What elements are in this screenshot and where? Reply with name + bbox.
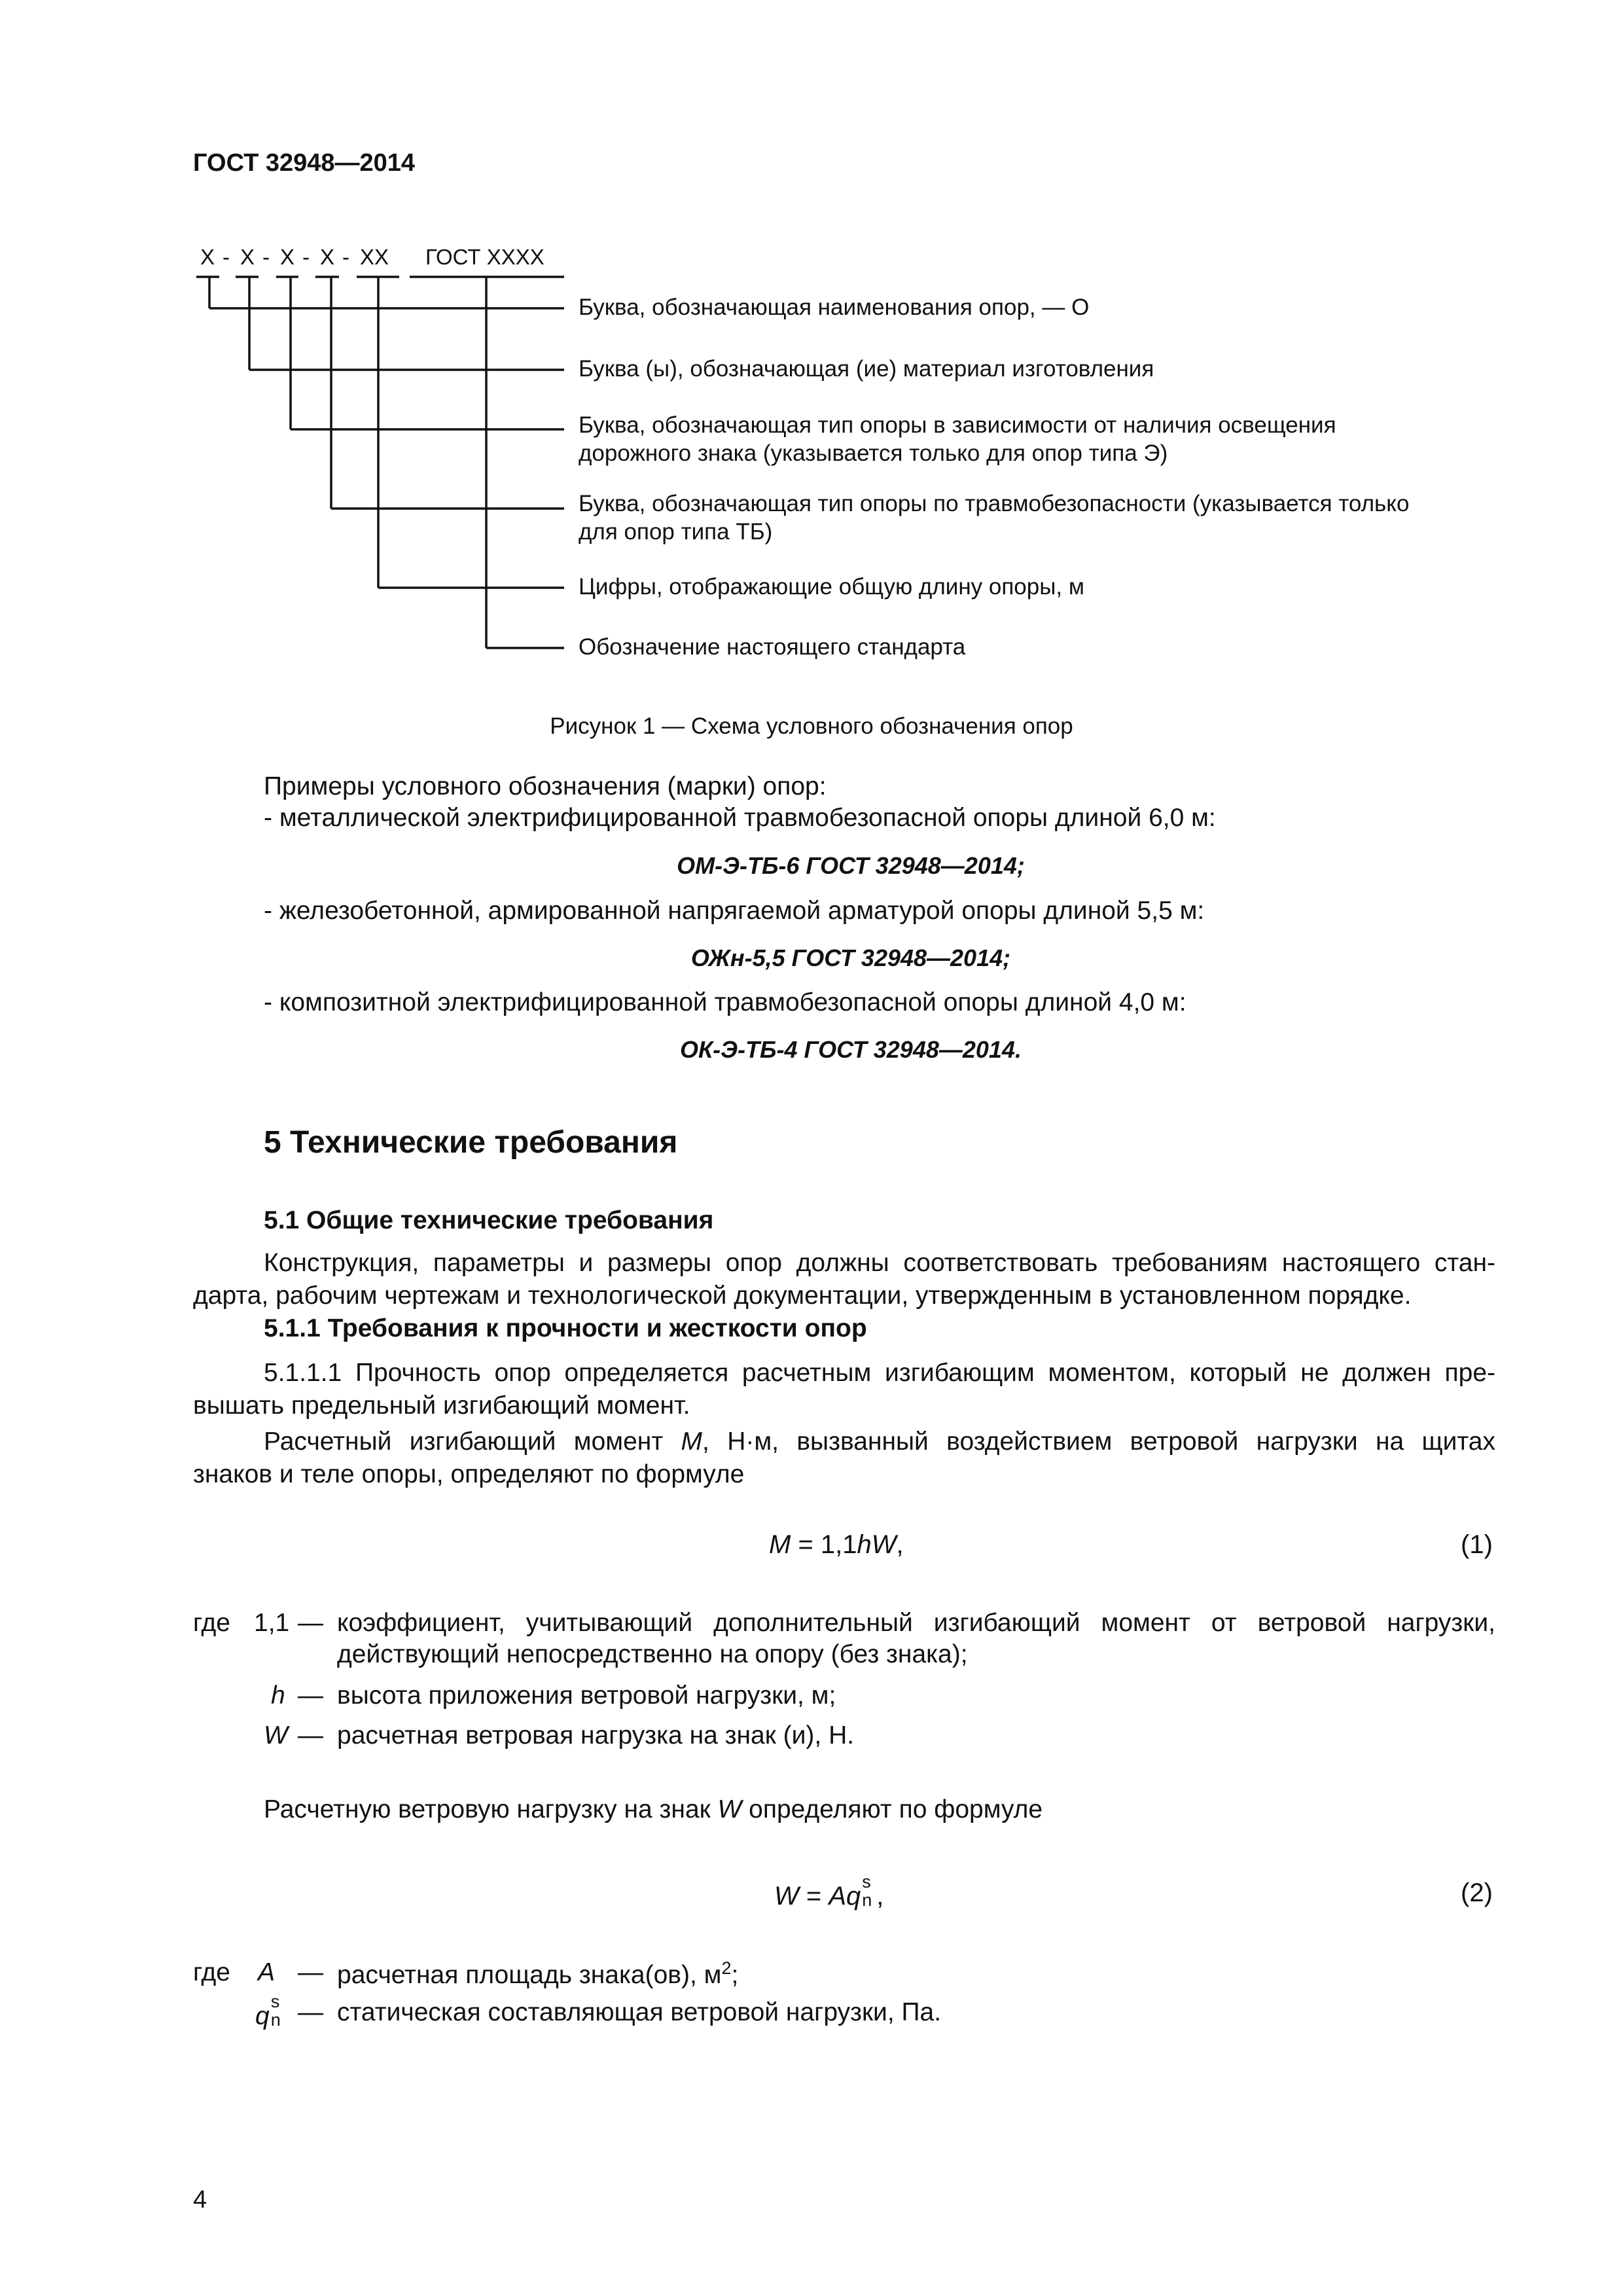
- subscript: n: [270, 2010, 281, 2030]
- paragraph-text: определяют по формуле: [741, 1795, 1043, 1823]
- formula-subscript: n: [862, 1890, 872, 1910]
- document-number: ГОСТ 32948—2014: [193, 149, 416, 177]
- scheme-label-2: Буква (ы), обозначающая (ие) материал изготовления: [579, 356, 1154, 382]
- example-2-text: - железобетонной, армированной напрягаемой арматурой опоры длиной 5,5 м:: [264, 897, 1205, 925]
- where-symbol: h: [271, 1681, 285, 1710]
- wind-load-paragraph: [264, 1795, 1043, 1824]
- superscript: 2: [721, 1958, 732, 1978]
- moment-paragraph: [193, 1426, 1495, 1491]
- paragraph-line: вышать предельный изгибающий момент.: [193, 1391, 690, 1420]
- where-dash: —: [298, 1721, 323, 1749]
- where-dash: —: [298, 1998, 323, 2026]
- superscript: s: [270, 1992, 280, 2011]
- where-word: где: [193, 1958, 230, 1986]
- symbol-w: W: [717, 1795, 742, 1823]
- scheme-label-1: Буква, обозначающая наименования опор, — О: [579, 295, 1090, 320]
- formula-text: = 1,1: [791, 1530, 857, 1559]
- formula-symbol: M: [769, 1530, 791, 1559]
- scheme-label-3-line1: Буква, обозначающая тип опоры в зависимости от наличия освещения: [579, 412, 1336, 438]
- paragraph-line: 5.1.1.1 Прочность опор определяется расчетным изгибающим моментом, который не должен пре-: [264, 1359, 1495, 1387]
- code-dash: -: [302, 245, 310, 269]
- where-dash: —: [298, 1681, 323, 1710]
- formula-symbol: W: [774, 1882, 799, 1910]
- code-letter-2: X: [240, 245, 255, 269]
- symbol-m: M: [681, 1427, 703, 1456]
- paragraph-text: Расчетную ветровую нагрузку на знак: [264, 1795, 718, 1823]
- formula-1: [769, 1530, 904, 1560]
- definition-text: ;: [731, 1961, 739, 1989]
- formula-symbol: h: [857, 1530, 872, 1559]
- where-dash: —: [298, 1609, 323, 1637]
- code-letter-1: X: [200, 245, 215, 269]
- where-definition-line: коэффициент, учитывающий дополнительный изгибающий момент от ветровой нагрузки,: [337, 1609, 1495, 1637]
- code-standard: ГОСТ XXXX: [425, 245, 544, 269]
- formula-text: =: [798, 1882, 829, 1910]
- example-3-mark: ОК-Э-ТБ-4 ГОСТ 32948—2014.: [680, 1036, 1022, 1063]
- paragraph-text: , Н·м, вызванный воздействием ветровой нагрузки на щитах: [702, 1427, 1495, 1456]
- where-definition-line: действующий непосредственно на опору (без знака);: [337, 1640, 968, 1668]
- formula-text: ,: [896, 1530, 904, 1559]
- code-letter-4: X: [320, 245, 335, 269]
- where-symbol: [255, 1992, 285, 2031]
- section-title: 5 Технические требования: [264, 1125, 678, 1160]
- examples-intro: Примеры условного обозначения (марки) опор:: [264, 772, 827, 800]
- formula-symbol: A: [829, 1882, 847, 1910]
- where-symbol: W: [264, 1721, 288, 1749]
- where-word: где: [193, 1609, 230, 1637]
- formula-superscript: s: [862, 1872, 871, 1892]
- where-symbol: 1,1: [254, 1609, 290, 1637]
- figure-caption: Рисунок 1 — Схема условного обозначения опор: [550, 713, 1073, 739]
- equation-number-2: (2): [1461, 1878, 1493, 1907]
- strength-paragraph: [193, 1357, 1495, 1422]
- formula-2: [774, 1872, 884, 1911]
- where-definition-line: статическая составляющая ветровой нагрузки, Па.: [337, 1998, 942, 2026]
- example-2-mark: ОЖн-5,5 ГОСТ 32948—2014;: [690, 944, 1011, 971]
- formula-symbol: W: [871, 1530, 897, 1559]
- where-dash: —: [298, 1958, 323, 1986]
- scheme-label-4-line2: для опор типа ТБ): [579, 519, 773, 545]
- symbol-q: q: [255, 2002, 270, 2030]
- where-definition-line: [337, 1958, 738, 1990]
- code-letter-3: X: [280, 245, 295, 269]
- formula-symbol: q: [846, 1882, 861, 1910]
- example-1-mark: ОМ-Э-ТБ-6 ГОСТ 32948—2014;: [677, 852, 1025, 879]
- code-dash: -: [342, 245, 349, 269]
- subsection-title: 5.1 Общие технические требования: [264, 1206, 714, 1234]
- formula-text: ,: [876, 1882, 884, 1910]
- scheme-label-5: Цифры, отображающие общую длину опоры, м: [579, 574, 1084, 600]
- where-definition-line: расчетная ветровая нагрузка на знак (и), Н.: [337, 1721, 855, 1749]
- code-dash: -: [223, 245, 230, 269]
- where-symbol: A: [258, 1958, 276, 1986]
- example-1-text: - металлической электрифицированной травмобезопасной опоры длиной 6,0 м:: [264, 804, 1216, 832]
- example-3-text: - композитной электрифицированной травмобезопасной опоры длиной 4,0 м:: [264, 988, 1186, 1016]
- scheme-label-6: Обозначение настоящего стандарта: [579, 634, 966, 660]
- equation-number-1: (1): [1461, 1530, 1493, 1559]
- subsubsection-title: 5.1.1 Требования к прочности и жесткости опор: [264, 1314, 867, 1342]
- paragraph-text: Расчетный изгибающий момент: [264, 1427, 681, 1456]
- general-requirements-paragraph: [193, 1247, 1495, 1312]
- scheme-label-4-line1: Буква, обозначающая тип опоры по травмобезопасности (указывается только: [579, 491, 1410, 516]
- code-digits: XX: [360, 245, 389, 269]
- paragraph-line: знаков и теле опоры, определяют по формуле: [193, 1460, 745, 1488]
- where-definition-line: высота приложения ветровой нагрузки, м;: [337, 1681, 836, 1710]
- definition-text: расчетная площадь знака(ов), м: [337, 1961, 722, 1989]
- paragraph-line: дарта, рабочим чертежам и технологической документации, утвержденным в установленном порядке.: [193, 1282, 1412, 1310]
- paragraph-line: Конструкция, параметры и размеры опор должны соответствовать требованиям настоящего стан-: [264, 1249, 1495, 1277]
- code-dash: -: [262, 245, 270, 269]
- scheme-label-3-line2: дорожного знака (указывается только для опор типа Э): [579, 440, 1168, 466]
- page-number: 4: [193, 2186, 207, 2214]
